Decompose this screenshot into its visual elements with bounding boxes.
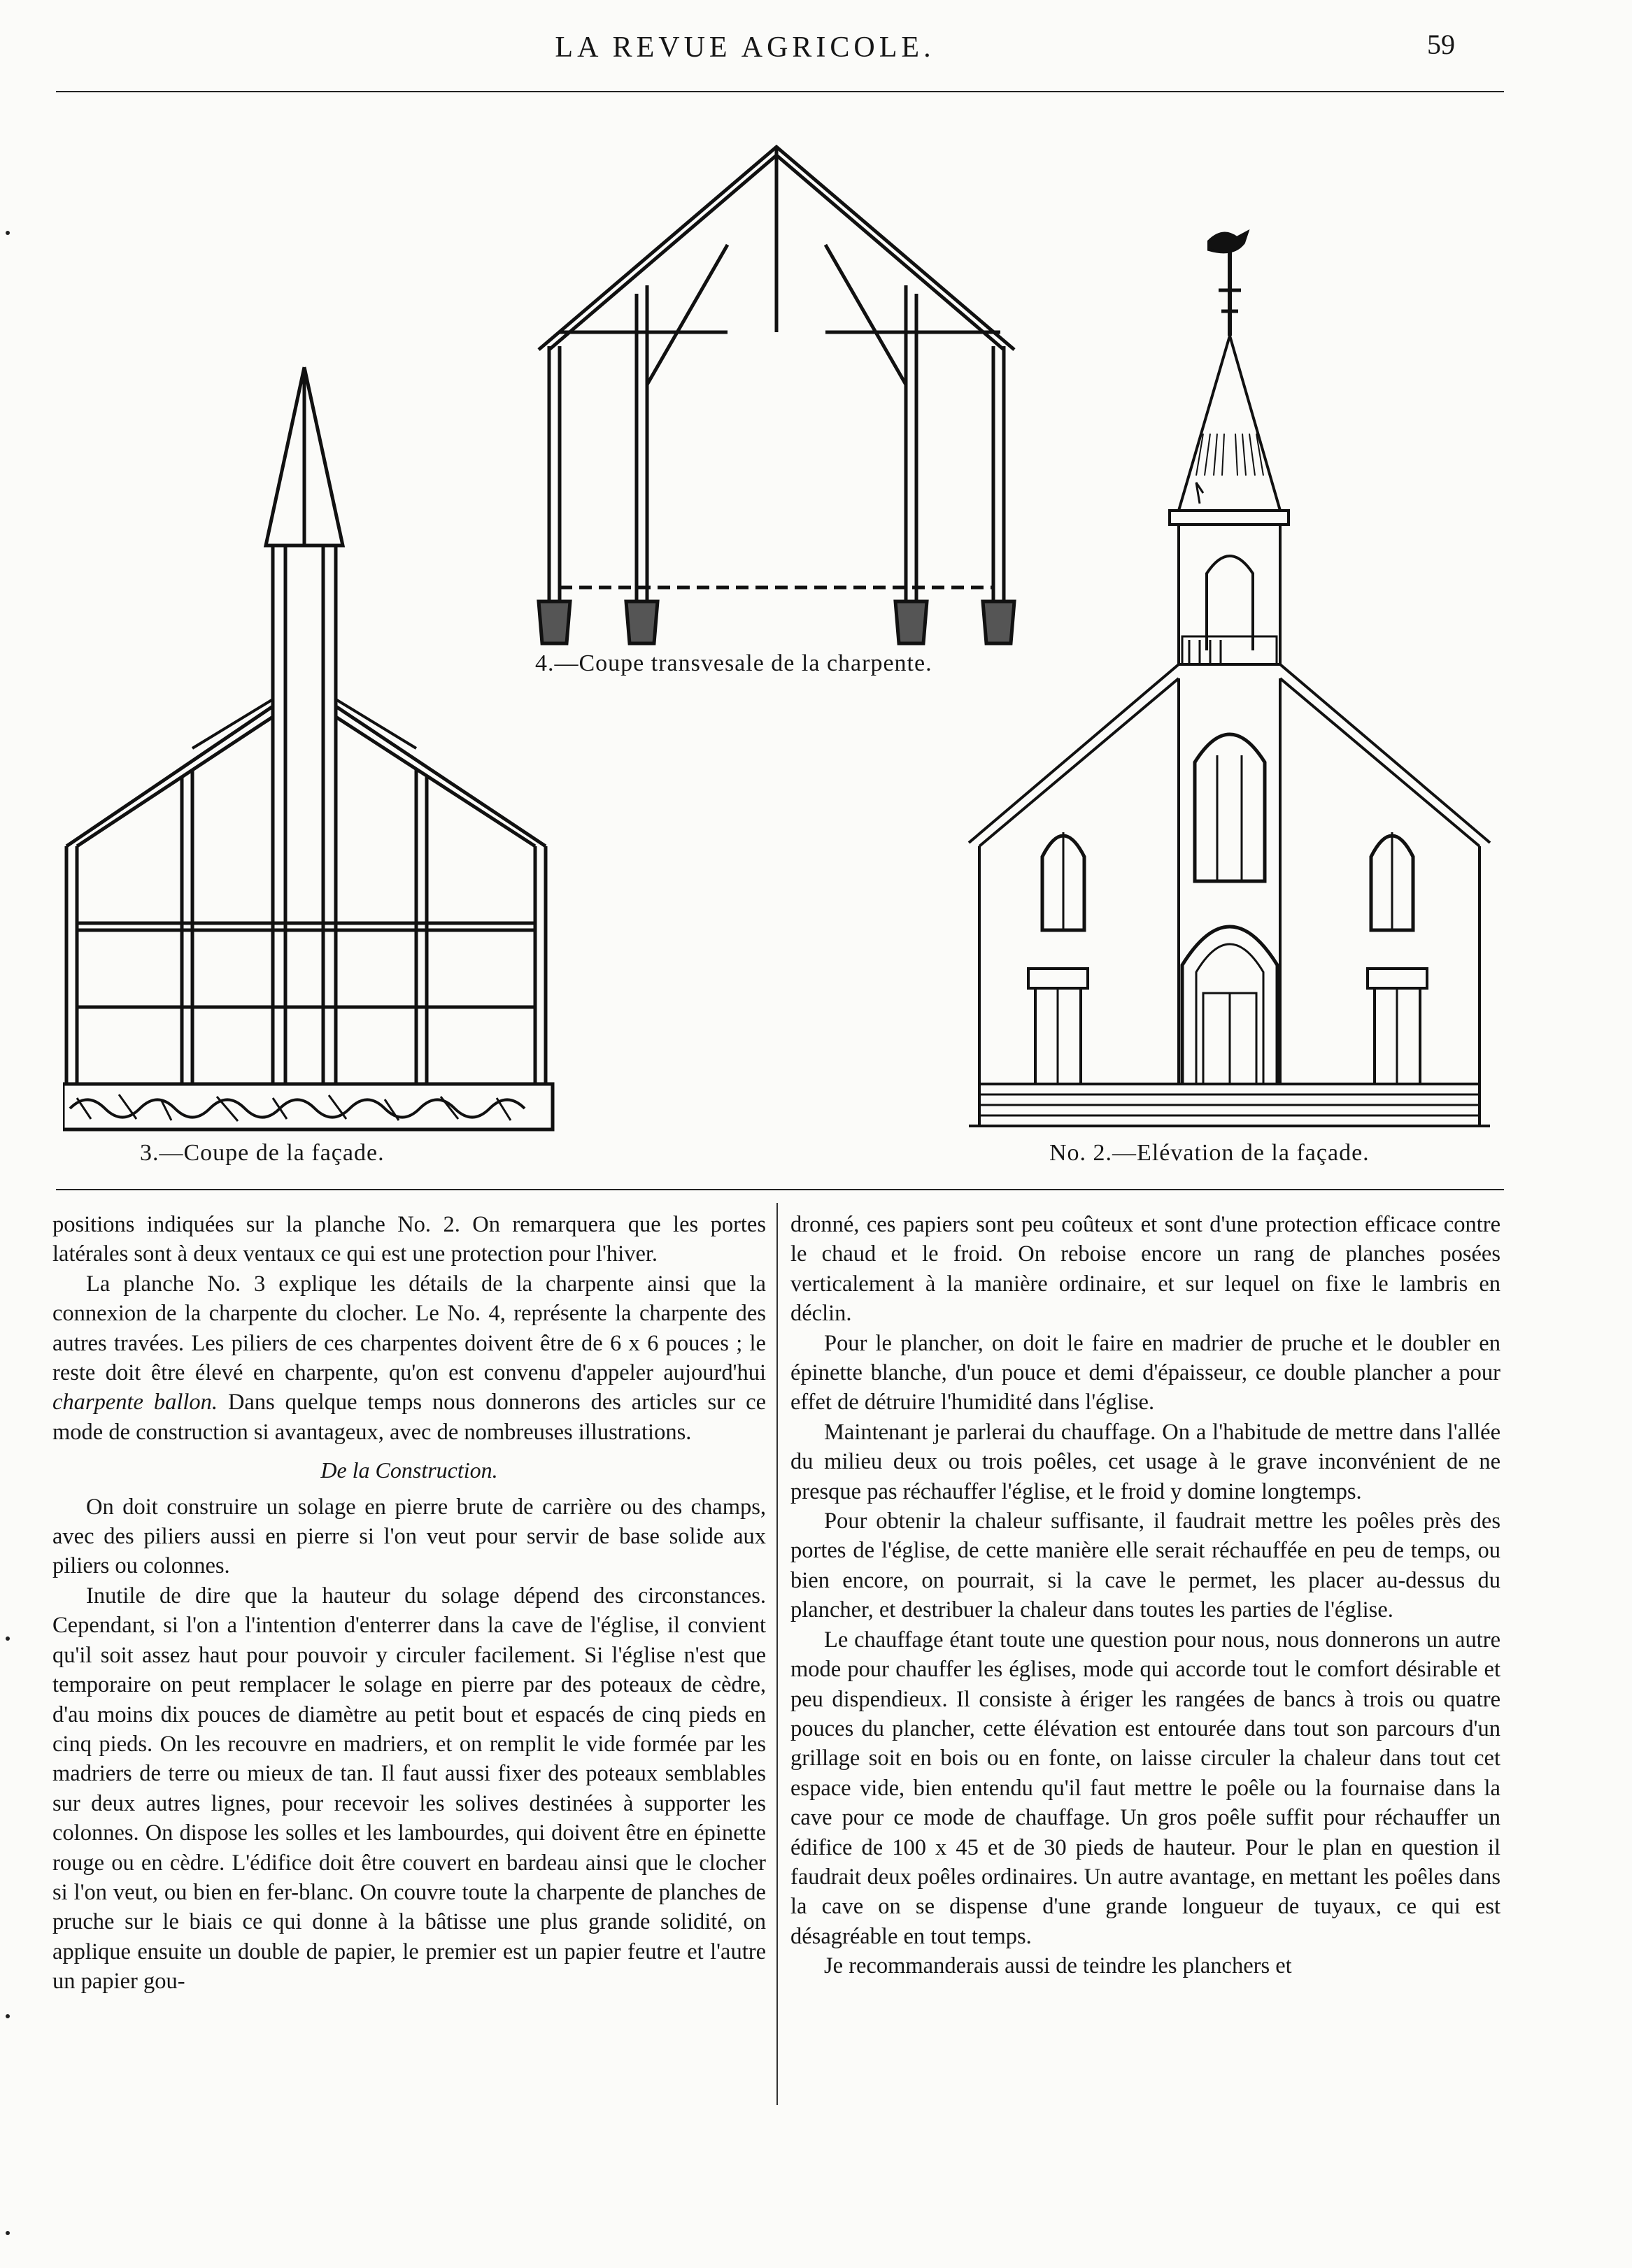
left-text-column (52, 1210, 766, 1997)
figure-2-caption: No. 2.—Elévation de la façade. (1049, 1140, 1370, 1166)
margin-speck (6, 1636, 10, 1641)
left-paragraph-2-text-b: Dans quelque temps nous donnerons des articles sur ce mode de construction si avantageux, avec de nombreuses illustrations. (52, 1390, 767, 1445)
right-paragraph-2: Pour le plancher, on doit le faire en madrier de pruche et le doubler en épinette blanche, d'un pouce et demi d'épaisseur, ce double plancher a pour effet de détruire l'humidité dans l'église. (790, 1330, 1500, 1415)
right-paragraph-4: Pour obtenir la chaleur suffisante, il faudrait mettre les poêles près des portes de l'église, de cette manière elle serait réchauffée en peu de temps, ou bien encore, on pourrait, si la cave le permet, les placer au-dessus du plancher, et destribuer la chaleur dans toutes les parties de l'église. (790, 1509, 1500, 1623)
margin-speck (6, 2231, 10, 2235)
left-paragraph-2-italic: charpente ballon. (52, 1390, 218, 1415)
section-heading: De la Construction. (320, 1457, 498, 1483)
right-paragraph-6: Je recommanderais aussi de teindre les planchers et (824, 1953, 1292, 1979)
figure-facade-section (63, 357, 567, 1133)
page-number: 59 (1427, 29, 1455, 60)
margin-speck (6, 2014, 10, 2018)
left-paragraph-4: Inutile de dire que la hauteur du solage dépend des circonstances. Cependant, si l'on a l'intention d'enterrer dans la cave de l'église, il convient qu'il soit assez haut pour pouvoir y circuler facilement. Si l'église n'est que temporaire on peut remplacer le solage en pierre par des poteaux de cèdre, d'au moins dix pouces de diamètre au petit bout et espacés de cinq pieds en cinq pieds. On les recouvre en madriers, et on remplit le vide formée par les madriers de terre ou mieux de tan. Il faut aussi fixer des poteaux semblables sur deux autres lignes, pour recevoir les solives destinées à supporter les colonnes. On dispose les solles et les lambourdes, qui doivent être en épinette rouge ou en cèdre. L'édifice doit être couvert en bardeau ainsi que le clocher si l'on veut, ou bien en fer-blanc. On couvre toute la charpente de planches de pruche sur le biais ce qui donne à la bâtisse une plus grande solidité, on applique ensuite un double de papier, le premier est un papier feutre et l'autre un papier gou- (52, 1583, 766, 1995)
margin-speck (6, 231, 10, 235)
column-divider (776, 1203, 778, 2105)
right-text-column (790, 1210, 1500, 1981)
left-paragraph-1: positions indiquées sur la planche No. 2. On remarquera que les portes latérales sont à deux ventaux ce qui est une protection pour l'hiver. (52, 1212, 766, 1267)
figure-transverse-section (518, 140, 1035, 657)
running-title: LA REVUE AGRICOLE. (555, 31, 935, 64)
figure-facade-elevation (965, 224, 1497, 1140)
figure-3-caption: 3.—Coupe de la façade. (140, 1140, 385, 1166)
right-paragraph-3: Maintenant je parlerai du chauffage. On a l'habitude de mettre dans l'allée du milieu deux ou trois poêles, cet usage à le grave inconvénient de ne presque pas réchauffer l'église, et le froid y domine longtemps. (790, 1419, 1500, 1504)
figures-rule (56, 1189, 1504, 1190)
left-paragraph-2-text-a: La planche No. 3 explique les détails de la charpente ainsi que la connexion de la charpente du clocher. Le No. 4, représente la charpente des autres travées. Les piliers de ces charpentes doivent être de 6 x 6 pouces ; le reste doit être élevé en charpente, qu'on est convenu d'appeler aujourd'hui (52, 1271, 766, 1386)
left-paragraph-2 (52, 1269, 766, 1447)
figure-4-caption: 4.—Coupe transvesale de la charpente. (535, 650, 932, 676)
header-rule (56, 91, 1504, 92)
right-paragraph-5: Le chauffage étant toute une question pour nous, nous donnerons un autre mode pour chauffer les églises, mode qui accorde tout le comfort désirable et peu dispendieux. Il consiste à ériger les rangées de bancs à trois ou quatre pouces du plancher, cette élévation est entourée dans tout son parcours d'un grillage soit en bois ou en fonte, on laisse circuler la chaleur dans tout cet espace vide, bien entendu qu'il faut mettre le poêle ou la fournaise dans la cave pour ce mode de chauffage. Un gros poêle suffit pour réchauffer un édifice de 100 x 45 et de 30 pieds de hauteur. Pour le plan en question il faudrait deux poêles ordinaires. Un autre avantage, en mettant les poêles dans la cave on se dispense d'une grande longueur de tuyaux, ce qui est désagréable en tout temps. (790, 1627, 1500, 1949)
left-paragraph-3: On doit construire un solage en pierre brute de carrière ou des champs, avec des piliers aussi en pierre si l'on veut pour servir de base solide aux piliers ou colonnes. (52, 1494, 766, 1579)
right-paragraph-1: dronné, ces papiers sont peu coûteux et sont d'une protection efficace contre le chaud et le froid. On reboise encore un rang de planches posées verticalement à la manière ordinaire, et sur lequel on fixe le lambris en déclin. (790, 1212, 1500, 1327)
